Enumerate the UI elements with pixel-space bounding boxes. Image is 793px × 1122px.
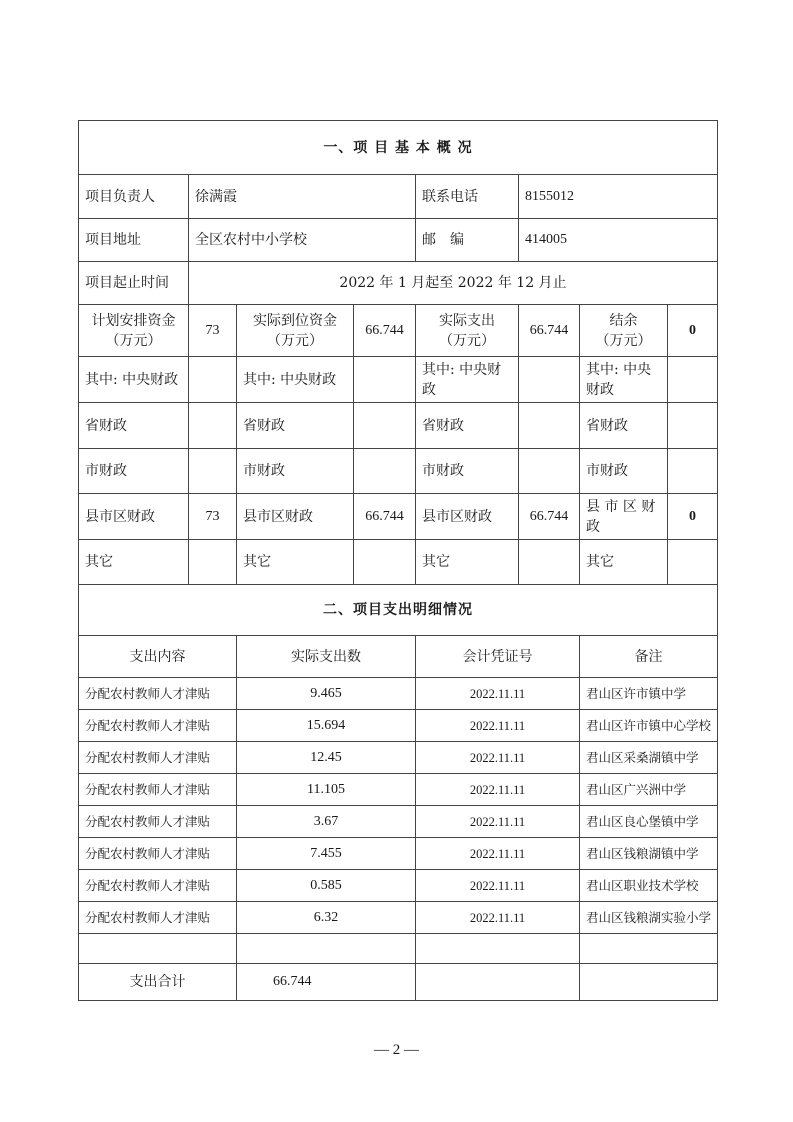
address-label: 项目地址 [79,219,189,262]
detail-row [79,774,718,806]
fund-cell [668,403,718,449]
detail-row [79,838,718,870]
received-funds-label: 实际到位资金 （万元） [237,305,354,357]
detail-row [79,678,718,710]
fund-cell: 县市区财政 [79,494,189,540]
fund-cell: 县市区财政 [416,494,519,540]
fund-cell: 其中: 中央财政 [237,357,354,403]
fund-cell: 市财政 [79,449,189,494]
balance-label: 结余 （万元） [580,305,668,357]
fund-row [79,494,718,540]
detail-note: 君山区广兴洲中学 [580,774,718,806]
fund-cell [519,540,580,585]
detail-voucher: 2022.11.11 [416,710,580,742]
fund-cell: 73 [189,494,237,540]
fund-cell [519,357,580,403]
detail-amount: 11.105 [237,774,416,806]
detail-voucher: 2022.11.11 [416,838,580,870]
fund-cell [354,540,416,585]
detail-header-amount: 实际支出数 [237,636,416,678]
detail-voucher: 2022.11.11 [416,870,580,902]
fund-cell: 市财政 [416,449,519,494]
manager-value: 徐满霞 [189,175,416,219]
fund-cell [354,449,416,494]
detail-amount: 0.585 [237,870,416,902]
fund-cell: 省财政 [237,403,354,449]
fund-cell [189,357,237,403]
detail-row [79,742,718,774]
fund-cell: 其中: 中央财政 [580,357,668,403]
fund-row [79,403,718,449]
detail-content: 分配农村教师人才津贴 [79,774,237,806]
page-number: — 2 — [374,1042,419,1058]
total-empty [580,964,718,1001]
postcode-label: 邮 编 [416,219,519,262]
detail-content: 分配农村教师人才津贴 [79,678,237,710]
detail-row [79,934,718,964]
detail-voucher: 2022.11.11 [416,774,580,806]
fund-cell: 市财政 [580,449,668,494]
detail-content: 分配农村教师人才津贴 [79,742,237,774]
detail-row [79,902,718,934]
detail-note: 君山区采桑湖镇中学 [580,742,718,774]
fund-cell: 0 [668,494,718,540]
detail-header-note: 备注 [580,636,718,678]
detail-content: 分配农村教师人才津贴 [79,806,237,838]
detail-note: 君山区良心堡镇中学 [580,806,718,838]
manager-label: 项目负责人 [79,175,189,219]
total-value: 66.744 [237,964,416,1001]
fund-cell: 其它 [416,540,519,585]
detail-content [79,934,237,964]
fund-cell [354,403,416,449]
detail-amount: 6.32 [237,902,416,934]
detail-amount: 15.694 [237,710,416,742]
fund-cell [189,449,237,494]
section1-title: 一、项 目 基 本 概 况 [79,121,718,175]
detail-row [79,710,718,742]
fund-cell [668,449,718,494]
detail-amount: 7.455 [237,838,416,870]
period-label: 项目起止时间 [79,262,189,305]
detail-amount [237,934,416,964]
fund-row [79,449,718,494]
received-funds-value: 66.744 [354,305,416,357]
project-table [78,120,718,1001]
fund-cell: 66.744 [354,494,416,540]
fund-cell [519,449,580,494]
detail-content: 分配农村教师人才津贴 [79,838,237,870]
detail-amount: 12.45 [237,742,416,774]
period-value: 2022 年 1 月起至 2022 年 12 月止 [189,262,718,305]
fund-cell: 县市区财政 [237,494,354,540]
detail-voucher: 2022.11.11 [416,806,580,838]
fund-cell [189,540,237,585]
detail-voucher: 2022.11.11 [416,678,580,710]
detail-note: 君山区职业技术学校 [580,870,718,902]
detail-voucher: 2022.11.11 [416,742,580,774]
detail-amount: 9.465 [237,678,416,710]
detail-note: 君山区钱粮湖镇中学 [580,838,718,870]
detail-content: 分配农村教师人才津贴 [79,870,237,902]
postcode-value: 414005 [519,219,718,262]
fund-cell: 其中: 中央财政 [79,357,189,403]
fund-cell: 省财政 [79,403,189,449]
spent-funds-value: 66.744 [519,305,580,357]
detail-content: 分配农村教师人才津贴 [79,902,237,934]
detail-note: 君山区钱粮湖实验小学 [580,902,718,934]
spent-funds-label: 实际支出 （万元） [416,305,519,357]
fund-row [79,540,718,585]
detail-header-voucher: 会计凭证号 [416,636,580,678]
fund-cell: 其中: 中央财政 [416,357,519,403]
fund-cell: 其它 [79,540,189,585]
address-value: 全区农村中小学校 [189,219,416,262]
fund-cell: 县 市 区 财 政 [580,494,668,540]
total-empty [416,964,580,1001]
fund-cell: 其它 [237,540,354,585]
phone-label: 联系电话 [416,175,519,219]
fund-cell [519,403,580,449]
detail-note: 君山区许市镇中心学校 [580,710,718,742]
total-label: 支出合计 [79,964,237,1001]
phone-value: 8155012 [519,175,718,219]
fund-cell: 省财政 [416,403,519,449]
detail-row [79,806,718,838]
balance-value: 0 [668,305,718,357]
fund-cell: 市财政 [237,449,354,494]
section2-title: 二、项目支出明细情况 [79,585,718,636]
planned-funds-value: 73 [189,305,237,357]
fund-cell [189,403,237,449]
fund-cell [668,357,718,403]
detail-note: 君山区许市镇中学 [580,678,718,710]
fund-row [79,357,718,403]
detail-note [580,934,718,964]
detail-content: 分配农村教师人才津贴 [79,710,237,742]
detail-row [79,870,718,902]
planned-funds-label: 计划安排资金 （万元） [79,305,189,357]
fund-cell: 其它 [580,540,668,585]
detail-voucher [416,934,580,964]
fund-cell [668,540,718,585]
detail-header-content: 支出内容 [79,636,237,678]
detail-amount: 3.67 [237,806,416,838]
fund-cell [354,357,416,403]
fund-cell: 省财政 [580,403,668,449]
fund-cell: 66.744 [519,494,580,540]
detail-voucher: 2022.11.11 [416,902,580,934]
